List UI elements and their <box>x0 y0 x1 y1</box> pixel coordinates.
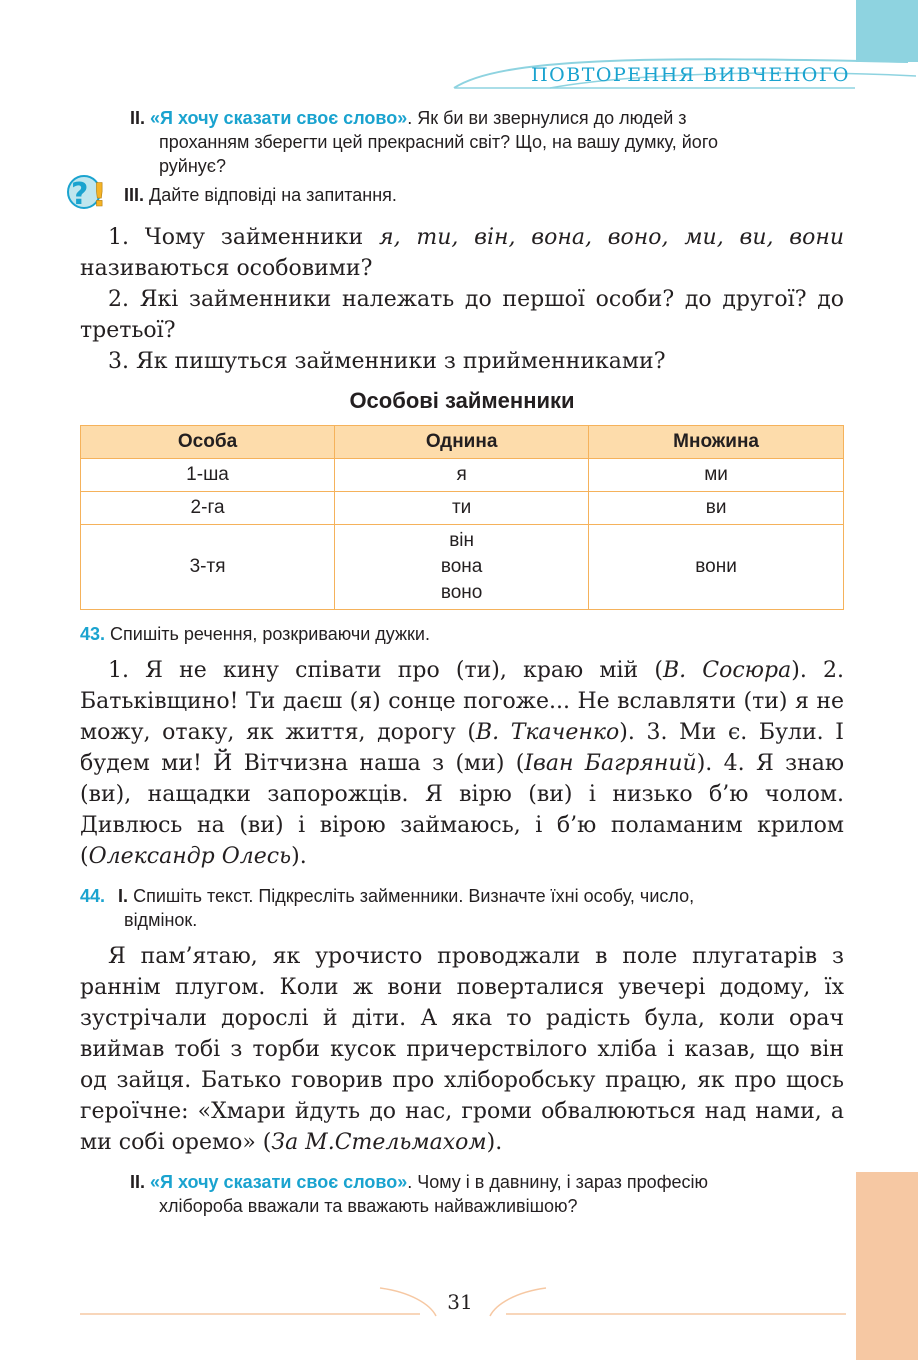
page-number: 31 <box>447 1290 473 1314</box>
task-text-line: хлібороба вважали та вважають найважливішою? <box>159 1196 578 1216</box>
author-name: В. Сосюра <box>662 658 792 683</box>
corner-decoration-bottom <box>856 1172 918 1360</box>
task-label: III. <box>124 185 145 205</box>
exercise-43-text: 1. Я не кину співати про (ти), краю мій (В. Сосюра). 2. Батьківщино! Ти даєш (я) сонце погоже... Не вславляти (ти) я не можу, отаку, як життя, дорогу (В. Ткаченко). 3. Ми є. Були. І будем ми! Й Вітчизна наша з (ми) (Іван Багряний). 4. Я знаю (ви), нащадки запорожців. Я вірю (ви) і низько б’ю чолом. Дивлюсь на (ви) і вірою займаюсь, і б’ю поламаним крилом (Олександр Олесь). <box>80 658 844 869</box>
question-3: 3. Як пишуться займенники з прийменниками? <box>108 349 666 374</box>
table-cell: 1-ша <box>81 459 335 492</box>
table-title: Особові займенники <box>349 388 575 413</box>
table-cell: він вона воно <box>335 525 589 610</box>
exercise-44-task-ii: II. «Я хочу сказати своє слово». Чому і в давнину, і зараз професію хлібороба вважали та вважають найважливішою? <box>130 1170 846 1218</box>
table-header-row <box>81 426 844 459</box>
svg-text:?: ? <box>71 177 89 212</box>
running-title: ПОВТОРЕННЯ ВИВЧЕНОГО <box>531 64 850 86</box>
table-cell: я <box>335 459 589 492</box>
exercise-44-header <box>80 884 848 932</box>
header-rule <box>455 86 855 90</box>
table-cell: вони <box>589 525 844 610</box>
task-text-line: руйнує? <box>159 156 226 176</box>
task-quote: «Я хочу сказати своє слово» <box>150 1172 408 1192</box>
author-name: В. Ткаченко <box>475 720 620 745</box>
task-text: Дайте відповіді на запитання. <box>149 185 397 205</box>
column-header: Однина <box>335 426 589 459</box>
task-quote: «Я хочу сказати своє слово» <box>150 108 408 128</box>
exercise-instruction: Спишіть речення, розкриваючи дужки. <box>110 624 430 644</box>
column-header: Множина <box>589 426 844 459</box>
pronoun-table <box>80 425 844 610</box>
author-name: За М.Стельмахом <box>271 1130 487 1155</box>
table-cell: ти <box>335 492 589 525</box>
question-1: 1. Чому займенники я, ти, він, вона, воно, ми, ви, вони називаються особовими? <box>80 225 844 281</box>
task-label: І. <box>118 886 129 906</box>
questions-block <box>80 222 844 377</box>
question-exclamation-icon <box>66 170 112 214</box>
table-cell: 2-га <box>81 492 335 525</box>
exercise-instruction: Спишіть текст. Підкресліть займенники. Визначте їхні особу, число, <box>133 886 695 906</box>
task-label: II. <box>130 108 146 128</box>
question-2: 2. Які займенники належать до першої особи? до другої? до третьої? <box>80 287 844 343</box>
table-row <box>81 525 844 610</box>
table-cell: 3-тя <box>81 525 335 610</box>
author-name: Іван Багряний <box>524 751 697 776</box>
task-iii <box>124 183 397 207</box>
exercise-44-text: Я пам’ятаю, як урочисто проводжали в поле плугатарів з раннім плугом. Коли ж вони поверталися увечері додому, їх зустрічали дорослі й діти. А яка то радість була, коли орач виймав тобі з торби кусок причерствілого хліба і казав, що він од зайця. Батько говорив про хліборобську працю, як про щось героїчне: «Хмари йдуть до нас, громи обвалюються над нами, а ми собі оремо» (За М.Стельмахом). <box>80 944 844 1155</box>
table-cell: ви <box>589 492 844 525</box>
exercise-43-header <box>80 622 430 646</box>
table-row <box>81 492 844 525</box>
task-label: II. <box>130 1172 146 1192</box>
task-text-line: проханням зберегти цей прекрасний світ? Що, на вашу думку, його <box>159 132 718 152</box>
table-row <box>81 459 844 492</box>
exercise-number: 44. <box>80 886 106 906</box>
author-name: Олександр Олесь <box>88 844 292 869</box>
exercise-number: 43. <box>80 624 106 644</box>
pronoun-list: я, ти, він, вона, воно, ми, ви, вони <box>379 225 844 250</box>
exercise-instruction: відмінок. <box>124 910 198 930</box>
column-header: Особа <box>81 426 335 459</box>
task-text-line: . Як би ви звернулися до людей з <box>407 108 687 128</box>
table-cell: ми <box>589 459 844 492</box>
task-ii-top <box>130 106 846 178</box>
svg-text:!: ! <box>92 176 107 214</box>
